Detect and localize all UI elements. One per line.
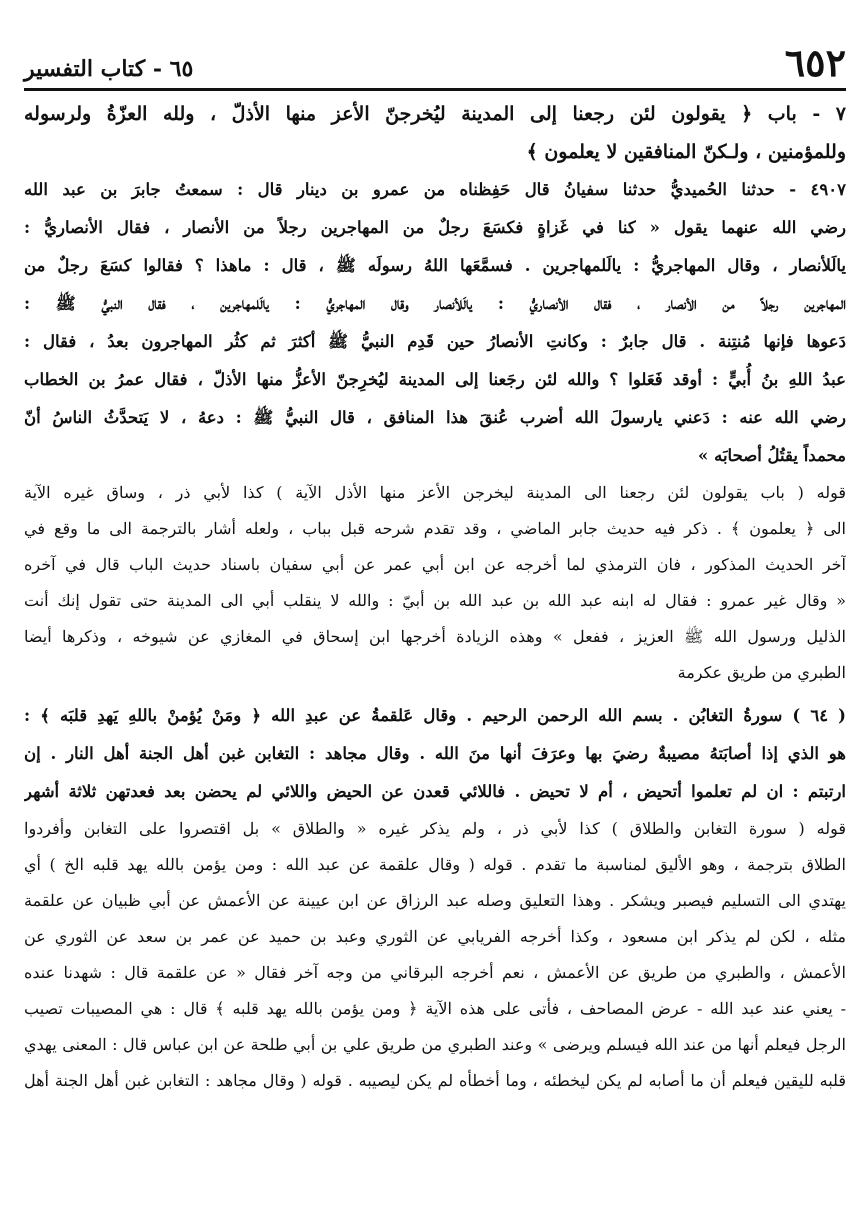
surah-heading — [24, 697, 846, 811]
hadith-line: محمداً يقتُلُ أصحابَه » — [698, 446, 846, 465]
hadith-line: رضي الله عنه : دَعني يارسولَ الله أضرب عُنقَ هذا المنافق ، قال النبيُّ ﷺ : دعهُ ، لا يَتحدَّثُ الناسُ أنّ — [24, 408, 846, 427]
commentary-line: يهتدي الى التسليم فيصبر ويشكر . وهذا التعليق وصله عبد الرزاق عن ابن عيينة عن الأعمش عن أبي ظبيان عن علقمة — [24, 891, 846, 910]
hadith-line: عبدُ اللهِ بنُ أُبيٍّ : أوقد فَعَلوا ؟ والله لئن رجَعنا إلى المدينة ليُخرِجنّ الأعزُّ منها الأذلّ ، فقال عمرُ بن الخطاب — [24, 370, 846, 389]
hadith-line: يالَلأنصار ، وقال المهاجريُّ : يالَلمهاجرين . فسمَّعَها اللهُ رسولَه ﷺ ، قال : ماهذا ؟ فقالوا كسَعَ رجلٌ من — [24, 256, 846, 275]
hadith-line: رضي الله عنهما يقول « كنا في غَزاةٍ فكسَعَ رجلٌ من المهاجرين رجلاً من الأنصار ، فقال الأنصاريُّ : — [24, 218, 846, 237]
commentary-line: الذليل ورسول الله ﷺ العزيز ، ففعل » وهذه الزيادة أخرجها ابن إسحاق في المغازي عن شيوخه ، وذكرها أيضا — [24, 627, 846, 646]
surah-line: ( ٦٤ ) سورةُ التغابُن . بسم الله الرحمن الرحيم . وقال عَلقمةُ عن عبدِ الله ﴿ ومَنْ يُؤمنْ باللهِ يَهدِ قلبَه ﴾ : — [24, 706, 846, 725]
bab-heading — [24, 95, 846, 171]
commentary-block-1 — [24, 475, 846, 691]
page-header — [24, 0, 846, 88]
commentary-line: آخر الحديث المذكور ، فان الترمذي لما أخرجه عن ابن أبي عمر عن أبي سفيان باسناد حديث الباب قال في آخره — [24, 555, 846, 574]
bab-line: ٧ - باب ﴿ يقولون لئن رجعنا إلى المدينة ليُخرجنّ الأعز منها الأذلّ ، ولله العزّةُ ولرسوله — [24, 103, 846, 125]
commentary-line: الرجل فيعلم أنها من عند الله فيسلم ويرضى » وعند الطبري من طريق علي بن أبي طلحة عن ابن عباس قال : المعنى يهدي — [24, 1035, 846, 1054]
hadith-line: المهاجرين رجلاً من الأنصار ، فقال الأنصاريُّ : يالَلأنصار وقال المهاجريُّ : يالَلمهاجرين ، فقال النبيُّ ﷺ : — [24, 294, 846, 313]
page-number: ٦٥٢ — [784, 40, 846, 85]
commentary-line: الطبري من طريق عكرمة — [677, 663, 846, 682]
commentary-line: قوله ( باب يقولون لئن رجعنا الى المدينة ليخرجن الأعز منها الأذل الآية ) كذا لأبي ذر ، وساق غيره الآية — [24, 483, 846, 502]
bab-line: وللمؤمنين ، ولـكنّ المنافقين لا يعلمون ﴾ — [526, 141, 846, 163]
commentary-block-2 — [24, 811, 846, 1099]
commentary-line: مثله ، لكن لم يذكر ابن مسعود ، وكذا أخرجه الفريابي عن الثوري وعبد بن حميد عن عمر بن سعد عن الثوري عن — [24, 927, 846, 946]
hadith-text — [24, 171, 846, 475]
commentary-line: الى ﴿ يعلمون ﴾ . ذكر فيه حديث جابر الماضي ، وقد تقدم شرحه قبل بباب ، ولعله أشار بالترجمة الى ما وقع في — [24, 519, 846, 538]
header-rule — [24, 88, 846, 91]
hadith-line: ٤٩٠٧ - حدثنا الحُميديُّ حدثنا سفيانُ قال حَفِظناه من عمرو بن دينار قال : سمعتُ جابرَ بن عبد الله — [24, 180, 846, 199]
commentary-line: الأعمش ، والطبري من طريق عن الأعمش ، نعم أخرجه البرقاني من وجه آخر فقال « عن علقمة قال : شهدنا عنده — [24, 963, 846, 982]
commentary-line: - يعني عند عبد الله - عرض المصاحف ، فأتى على هذه الآية ﴿ ومن يؤمن بالله يهد قلبه ﴾ قال : هي المصيبات تصيب — [24, 999, 846, 1018]
surah-line: هو الذي إذا أصابَتهُ مصيبةٌ رضيَ بها وعرَفَ أنها منَ الله . وقال مجاهد : التغابن غبن أهل الجنة أهل النار . إن — [24, 744, 846, 763]
commentary-line: قلبه لليقين فيعلم أن ما أصابه لم يكن ليخطئه ، وما أخطأه لم يكن ليصيبه . قوله ( وقال مجاهد : التغابن غبن أهل الجنة أهل — [24, 1071, 846, 1090]
running-head: ٦٥ - كتاب التفسير — [24, 56, 194, 82]
surah-line: ارتبتم : ان لم تعلموا أتحيض ، أم لا تحيض . فاللائي قعدن عن الحيض واللائي لم يحضن بعد فعدتهن ثلاثة أشهر — [24, 782, 846, 801]
commentary-line: قوله ( سورة التغابن والطلاق ) كذا لأبي ذر ، ولم يذكر غيره « والطلاق » بل اقتصروا على التغابن وأفردوا — [24, 819, 846, 838]
commentary-line: « وقال غير عمرو : فقال له ابنه عبد الله بن عبد الله بن أبيّ : والله لا ينقلب أبي الى المدينة حتى تقول إنك أنت — [24, 591, 846, 610]
commentary-line: الطلاق بترجمة ، وهو الأليق لمناسبة ما تقدم . قوله ( وقال علقمة عن عبد الله : ومن يؤمن بالله يهد قلبه الخ ) أي — [24, 855, 846, 874]
hadith-line: دَعوها فإنها مُنتِنة . قال جابرٌ : وكانتِ الأنصارُ حين قَدِم النبيُّ ﷺ أكثرَ ثم كثُر المهاجرون بعدُ ، فقال : — [24, 332, 846, 351]
